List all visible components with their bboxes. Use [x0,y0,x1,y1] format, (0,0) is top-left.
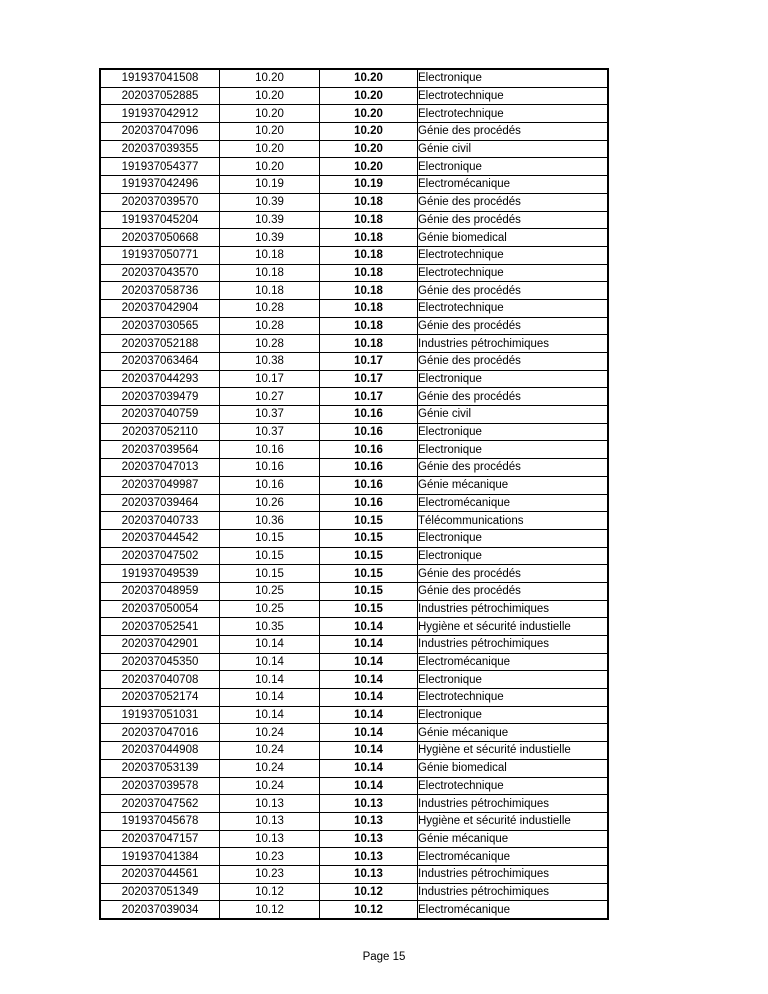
final-grade-cell: 10.20 [320,87,418,105]
final-grade-cell: 10.13 [320,795,418,813]
specialty-cell: Hygiène et sécurité industielle [418,742,609,760]
final-grade-cell: 10.18 [320,193,418,211]
table-row [100,264,608,282]
final-grade-cell: 10.14 [320,653,418,671]
grade-cell: 10.20 [220,123,320,141]
student-id-cell: 202037039479 [100,388,220,406]
final-grade-cell: 10.15 [320,512,418,530]
grade-cell: 10.18 [220,282,320,300]
final-grade-cell: 10.16 [320,406,418,424]
student-id-cell: 191937041384 [100,848,220,866]
specialty-cell: Génie des procédés [418,565,609,583]
table-row [100,865,608,883]
specialty-cell: Electronique [418,441,609,459]
grade-cell: 10.20 [220,140,320,158]
table-row [100,883,608,901]
final-grade-cell: 10.20 [320,140,418,158]
student-id-cell: 202037052174 [100,689,220,707]
final-grade-cell: 10.18 [320,299,418,317]
table-row [100,459,608,477]
table-row [100,512,608,530]
table-row [100,706,608,724]
final-grade-cell: 10.12 [320,901,418,919]
table-row [100,724,608,742]
table-row [100,812,608,830]
specialty-cell: Electronique [418,547,609,565]
grade-cell: 10.19 [220,176,320,194]
specialty-cell: Electrotechnique [418,264,609,282]
specialty-cell: Hygiène et sécurité industielle [418,812,609,830]
final-grade-cell: 10.18 [320,229,418,247]
final-grade-cell: 10.16 [320,441,418,459]
grade-cell: 10.14 [220,671,320,689]
specialty-cell: Génie mécanique [418,830,609,848]
final-grade-cell: 10.16 [320,423,418,441]
table-row [100,69,608,87]
student-id-cell: 202037053139 [100,759,220,777]
specialty-cell: Génie biomedical [418,759,609,777]
grade-cell: 10.27 [220,388,320,406]
table-row [100,565,608,583]
student-id-cell: 202037044561 [100,865,220,883]
grade-cell: 10.20 [220,87,320,105]
table-row [100,529,608,547]
table-row [100,176,608,194]
table-row [100,689,608,707]
specialty-cell: Génie des procédés [418,211,609,229]
table-row [100,494,608,512]
specialty-cell: Hygiène et sécurité industielle [418,618,609,636]
student-id-cell: 191937041508 [100,69,220,87]
table-row [100,777,608,795]
student-id-cell: 202037039564 [100,441,220,459]
final-grade-cell: 10.15 [320,582,418,600]
final-grade-cell: 10.16 [320,459,418,477]
final-grade-cell: 10.14 [320,724,418,742]
final-grade-cell: 10.17 [320,388,418,406]
final-grade-cell: 10.20 [320,69,418,87]
student-id-cell: 202037040759 [100,406,220,424]
final-grade-cell: 10.18 [320,211,418,229]
table-row [100,317,608,335]
table-row [100,335,608,353]
grade-cell: 10.12 [220,883,320,901]
student-id-cell: 202037044908 [100,742,220,760]
specialty-cell: Télécommunications [418,512,609,530]
student-id-cell: 202037039034 [100,901,220,919]
final-grade-cell: 10.15 [320,600,418,618]
specialty-cell: Electrotechnique [418,299,609,317]
specialty-cell: Electromécanique [418,848,609,866]
table-row [100,759,608,777]
student-id-cell: 202037047157 [100,830,220,848]
specialty-cell: Génie civil [418,140,609,158]
specialty-cell: Electronique [418,706,609,724]
grade-cell: 10.25 [220,582,320,600]
grade-cell: 10.14 [220,636,320,654]
final-grade-cell: 10.13 [320,812,418,830]
specialty-cell: Génie des procédés [418,582,609,600]
grade-cell: 10.17 [220,370,320,388]
page-number: Page 15 [362,951,406,963]
grade-cell: 10.28 [220,317,320,335]
table-row [100,406,608,424]
final-grade-cell: 10.16 [320,494,418,512]
table-row [100,282,608,300]
specialty-cell: Génie des procédés [418,193,609,211]
final-grade-cell: 10.14 [320,636,418,654]
grade-cell: 10.13 [220,795,320,813]
specialty-cell: Electronique [418,529,609,547]
final-grade-cell: 10.17 [320,370,418,388]
specialty-cell: Electromécanique [418,653,609,671]
grade-cell: 10.20 [220,105,320,123]
table-row [100,299,608,317]
specialty-cell: Electrotechnique [418,105,609,123]
table-row [100,105,608,123]
student-id-cell: 202037047013 [100,459,220,477]
grade-cell: 10.18 [220,246,320,264]
grade-cell: 10.23 [220,865,320,883]
student-id-cell: 202037052110 [100,423,220,441]
specialty-cell: Industries pétrochimiques [418,335,609,353]
grade-cell: 10.39 [220,229,320,247]
final-grade-cell: 10.15 [320,529,418,547]
table-row [100,441,608,459]
specialty-cell: Industries pétrochimiques [418,795,609,813]
table-row [100,140,608,158]
final-grade-cell: 10.14 [320,671,418,689]
student-id-cell: 202037040708 [100,671,220,689]
final-grade-cell: 10.18 [320,282,418,300]
grade-cell: 10.38 [220,353,320,371]
final-grade-cell: 10.14 [320,759,418,777]
grade-cell: 10.36 [220,512,320,530]
student-id-cell: 202037047016 [100,724,220,742]
table-row [100,158,608,176]
specialty-cell: Génie biomedical [418,229,609,247]
final-grade-cell: 10.14 [320,618,418,636]
grade-cell: 10.35 [220,618,320,636]
student-id-cell: 202037047562 [100,795,220,813]
table-row [100,87,608,105]
grade-cell: 10.16 [220,476,320,494]
student-id-cell: 202037052541 [100,618,220,636]
final-grade-cell: 10.17 [320,353,418,371]
final-grade-cell: 10.13 [320,830,418,848]
final-grade-cell: 10.15 [320,565,418,583]
table-row [100,123,608,141]
student-id-cell: 202037040733 [100,512,220,530]
table-row [100,353,608,371]
table-row [100,742,608,760]
final-grade-cell: 10.18 [320,246,418,264]
table-row [100,653,608,671]
table-row [100,848,608,866]
student-id-cell: 191937051031 [100,706,220,724]
results-table [99,68,609,920]
final-grade-cell: 10.20 [320,158,418,176]
specialty-cell: Génie des procédés [418,459,609,477]
table-row [100,423,608,441]
grade-cell: 10.15 [220,529,320,547]
student-id-cell: 191937054377 [100,158,220,176]
final-grade-cell: 10.14 [320,689,418,707]
student-id-cell: 202037042904 [100,299,220,317]
grade-cell: 10.15 [220,547,320,565]
table-row [100,388,608,406]
final-grade-cell: 10.19 [320,176,418,194]
final-grade-cell: 10.15 [320,547,418,565]
student-id-cell: 202037039570 [100,193,220,211]
specialty-cell: Génie civil [418,406,609,424]
student-id-cell: 191937045678 [100,812,220,830]
specialty-cell: Génie des procédés [418,353,609,371]
grade-cell: 10.13 [220,812,320,830]
final-grade-cell: 10.12 [320,883,418,901]
student-id-cell: 202037049987 [100,476,220,494]
student-id-cell: 202037052885 [100,87,220,105]
grade-cell: 10.14 [220,653,320,671]
specialty-cell: Génie des procédés [418,282,609,300]
specialty-cell: Electrotechnique [418,246,609,264]
student-id-cell: 202037039355 [100,140,220,158]
specialty-cell: Electrotechnique [418,87,609,105]
student-id-cell: 202037042901 [100,636,220,654]
student-id-cell: 202037044293 [100,370,220,388]
grade-cell: 10.24 [220,724,320,742]
specialty-cell: Electronique [418,370,609,388]
student-id-cell: 191937050771 [100,246,220,264]
student-id-cell: 202037039464 [100,494,220,512]
final-grade-cell: 10.14 [320,706,418,724]
grade-cell: 10.24 [220,742,320,760]
grade-cell: 10.20 [220,69,320,87]
specialty-cell: Electronique [418,671,609,689]
specialty-cell: Industries pétrochimiques [418,883,609,901]
specialty-cell: Electronique [418,423,609,441]
final-grade-cell: 10.20 [320,105,418,123]
table-row [100,830,608,848]
final-grade-cell: 10.20 [320,123,418,141]
final-grade-cell: 10.14 [320,742,418,760]
table-row [100,246,608,264]
grade-cell: 10.37 [220,406,320,424]
student-id-cell: 202037045350 [100,653,220,671]
grade-cell: 10.28 [220,299,320,317]
grade-cell: 10.28 [220,335,320,353]
specialty-cell: Electromécanique [418,494,609,512]
table-row [100,636,608,654]
table-row [100,600,608,618]
table-row [100,582,608,600]
grade-cell: 10.13 [220,830,320,848]
specialty-cell: Génie mécanique [418,476,609,494]
grade-cell: 10.37 [220,423,320,441]
table-row [100,618,608,636]
student-id-cell: 202037051349 [100,883,220,901]
final-grade-cell: 10.18 [320,317,418,335]
specialty-cell: Industries pétrochimiques [418,865,609,883]
specialty-cell: Electronique [418,158,609,176]
table-row [100,476,608,494]
student-id-cell: 202037063464 [100,353,220,371]
grade-cell: 10.24 [220,759,320,777]
grade-cell: 10.23 [220,848,320,866]
student-id-cell: 202037058736 [100,282,220,300]
student-id-cell: 202037044542 [100,529,220,547]
table-row [100,671,608,689]
specialty-cell: Génie mécanique [418,724,609,742]
grade-cell: 10.24 [220,777,320,795]
final-grade-cell: 10.13 [320,848,418,866]
grade-cell: 10.26 [220,494,320,512]
student-id-cell: 191937045204 [100,211,220,229]
grade-cell: 10.16 [220,441,320,459]
final-grade-cell: 10.13 [320,865,418,883]
specialty-cell: Génie des procédés [418,388,609,406]
final-grade-cell: 10.16 [320,476,418,494]
student-id-cell: 202037050054 [100,600,220,618]
specialty-cell: Génie des procédés [418,123,609,141]
table-row [100,901,608,919]
specialty-cell: Industries pétrochimiques [418,636,609,654]
student-id-cell: 202037047502 [100,547,220,565]
student-id-cell: 202037047096 [100,123,220,141]
grade-cell: 10.18 [220,264,320,282]
student-id-cell: 202037050668 [100,229,220,247]
table-row [100,795,608,813]
table-row [100,211,608,229]
specialty-cell: Electromécanique [418,901,609,919]
specialty-cell: Electrotechnique [418,689,609,707]
table-row [100,193,608,211]
student-id-cell: 202037043570 [100,264,220,282]
grade-cell: 10.25 [220,600,320,618]
student-id-cell: 202037052188 [100,335,220,353]
grade-cell: 10.16 [220,459,320,477]
grade-cell: 10.12 [220,901,320,919]
student-id-cell: 202037030565 [100,317,220,335]
specialty-cell: Electronique [418,69,609,87]
table-row [100,370,608,388]
student-id-cell: 191937042496 [100,176,220,194]
table-row [100,547,608,565]
final-grade-cell: 10.14 [320,777,418,795]
grade-cell: 10.20 [220,158,320,176]
grade-cell: 10.39 [220,211,320,229]
student-id-cell: 202037048959 [100,582,220,600]
final-grade-cell: 10.18 [320,335,418,353]
specialty-cell: Electromécanique [418,176,609,194]
results-body [100,69,608,919]
specialty-cell: Industries pétrochimiques [418,600,609,618]
final-grade-cell: 10.18 [320,264,418,282]
student-id-cell: 191937049539 [100,565,220,583]
table-row [100,229,608,247]
student-id-cell: 202037039578 [100,777,220,795]
grade-cell: 10.39 [220,193,320,211]
student-id-cell: 191937042912 [100,105,220,123]
grade-cell: 10.15 [220,565,320,583]
specialty-cell: Electrotechnique [418,777,609,795]
specialty-cell: Génie des procédés [418,317,609,335]
grade-cell: 10.14 [220,689,320,707]
grade-cell: 10.14 [220,706,320,724]
